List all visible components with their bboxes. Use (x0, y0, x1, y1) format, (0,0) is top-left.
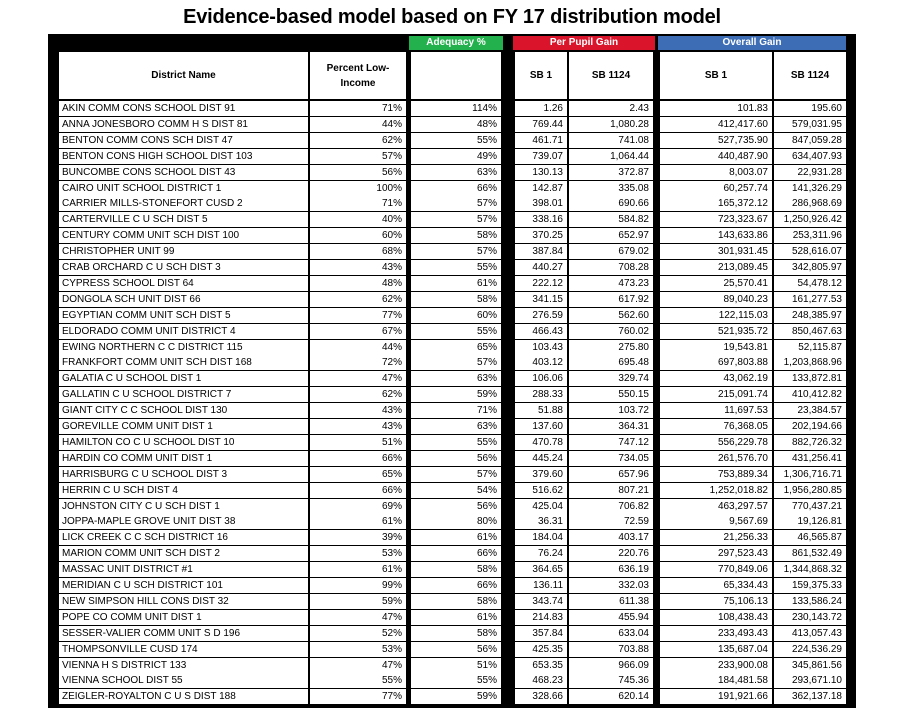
district-name-header: District Name (59, 52, 308, 99)
ppg-sb1124-cell: 747.12 (569, 435, 653, 450)
ppg-sb1-cell: 130.13 (515, 165, 567, 180)
og-sb1-cell: 21,256.33 (660, 530, 772, 545)
og-sb1124-cell: 286,968.69 (774, 196, 846, 211)
ppg-sb1124-cell: 807.21 (569, 483, 653, 498)
og-sb1124-cell: 133,586.24 (774, 594, 846, 609)
district-name-cell: GIANT CITY C C SCHOOL DIST 130 (59, 403, 308, 418)
adequacy-cell: 57% (411, 212, 501, 227)
og-sb1124-cell: 770,437.21 (774, 499, 846, 514)
og-sb1124-cell: 345,861.56 (774, 658, 846, 673)
ppg-sb1-cell: 36.31 (515, 514, 567, 529)
og-sb1-cell: 556,229.78 (660, 435, 772, 450)
adequacy-cell: 59% (411, 387, 501, 402)
district-name-cell: ZEIGLER-ROYALTON C U S DIST 188 (59, 689, 308, 704)
percent-low-income-cell: 61% (310, 514, 406, 529)
og-sb1-cell: 233,900.08 (660, 658, 772, 673)
percent-low-income-cell: 39% (310, 530, 406, 545)
og-sb1-cell: 89,040.23 (660, 292, 772, 307)
og-sb1-cell: 191,921.66 (660, 689, 772, 704)
og-sb1124-cell: 410,412.82 (774, 387, 846, 402)
og-sb1124-cell: 528,616.07 (774, 244, 846, 259)
district-name-cell: GALLATIN C U SCHOOL DISTRICT 7 (59, 387, 308, 402)
ppg-sb1-cell: 425.04 (515, 499, 567, 514)
og-sb1-cell: 1,252,018.82 (660, 483, 772, 498)
og-sb1-cell: 9,567.69 (660, 514, 772, 529)
og-sb1124-cell: 202,194.66 (774, 419, 846, 434)
percent-low-income-cell: 65% (310, 467, 406, 482)
ppg-sb1124-cell: 679.02 (569, 244, 653, 259)
percent-low-income-cell: 72% (310, 355, 406, 370)
ppg-sb1-cell: 288.33 (515, 387, 567, 402)
district-name-cell: HERRIN C U SCH DIST 4 (59, 483, 308, 498)
og-sb1-cell: 463,297.57 (660, 499, 772, 514)
og-sb1-cell: 233,493.43 (660, 626, 772, 641)
og-sb1124-cell: 1,250,926.42 (774, 212, 846, 227)
district-name-cell: CYPRESS SCHOOL DIST 64 (59, 276, 308, 291)
og-sb1-cell: 135,687.04 (660, 642, 772, 657)
ppg-sb1124-cell: 703.88 (569, 642, 653, 657)
og-sb1124-cell: 133,872.81 (774, 371, 846, 386)
og-sb1124-cell: 882,726.32 (774, 435, 846, 450)
og-sb1-cell: 122,115.03 (660, 308, 772, 323)
adequacy-header (411, 52, 501, 99)
og-sb1124-cell: 19,126.81 (774, 514, 846, 529)
og-sb1-cell: 697,803.88 (660, 355, 772, 370)
percent-low-income-cell: 69% (310, 499, 406, 514)
ppg-sb1124-cell: 1,064.44 (569, 149, 653, 164)
percent-low-income-cell: 62% (310, 387, 406, 402)
ppg-sb1124-cell: 966.09 (569, 658, 653, 673)
adequacy-cell: 66% (411, 546, 501, 561)
ppg-sb1-cell: 364.65 (515, 562, 567, 577)
ppg-sb1-header: SB 1 (515, 52, 567, 99)
og-sb1124-cell: 413,057.43 (774, 626, 846, 641)
percent-low-income-cell: 77% (310, 689, 406, 704)
district-name-cell: SESSER-VALIER COMM UNIT S D 196 (59, 626, 308, 641)
og-sb1-cell: 75,106.13 (660, 594, 772, 609)
percent-low-income-cell: 77% (310, 308, 406, 323)
percent-low-income-cell: 68% (310, 244, 406, 259)
percent-low-income-cell: 59% (310, 594, 406, 609)
adequacy-cell: 54% (411, 483, 501, 498)
ppg-sb1-cell: 653.35 (515, 658, 567, 673)
ppg-sb1124-cell: 657.96 (569, 467, 653, 482)
percent-low-income-cell: 40% (310, 212, 406, 227)
og-sb1124-cell: 342,805.97 (774, 260, 846, 275)
ppg-sb1-cell: 739.07 (515, 149, 567, 164)
district-name-cell: HARDIN CO COMM UNIT DIST 1 (59, 451, 308, 466)
percent-low-income-cell: 99% (310, 578, 406, 593)
district-name-cell: CHRISTOPHER UNIT 99 (59, 244, 308, 259)
district-name-cell: MASSAC UNIT DISTRICT #1 (59, 562, 308, 577)
percent-low-income-cell: 62% (310, 292, 406, 307)
ppg-sb1124-cell: 690.66 (569, 196, 653, 211)
og-sb1-cell: 770,849.06 (660, 562, 772, 577)
og-sb1-cell: 143,633.86 (660, 228, 772, 243)
ppg-sb1124-cell: 734.05 (569, 451, 653, 466)
adequacy-cell: 61% (411, 610, 501, 625)
ppg-sb1124-cell: 706.82 (569, 499, 653, 514)
adequacy-cell: 56% (411, 642, 501, 657)
ppg-sb1-cell: 468.23 (515, 673, 567, 688)
ppg-sb1-cell: 379.60 (515, 467, 567, 482)
district-name-cell: JOHNSTON CITY C U SCH DIST 1 (59, 499, 308, 514)
ppg-sb1-cell: 403.12 (515, 355, 567, 370)
og-sb1124-cell: 431,256.41 (774, 451, 846, 466)
district-name-cell: FRANKFORT COMM UNIT SCH DIST 168 (59, 355, 308, 370)
percent-low-income-cell: 43% (310, 419, 406, 434)
adequacy-cell: 57% (411, 355, 501, 370)
ppg-sb1124-cell: 329.74 (569, 371, 653, 386)
og-sb1124-cell: 1,344,868.32 (774, 562, 846, 577)
adequacy-cell: 58% (411, 594, 501, 609)
adequacy-cell: 57% (411, 244, 501, 259)
percent-low-income-cell: 53% (310, 642, 406, 657)
ppg-sb1-cell: 341.15 (515, 292, 567, 307)
adequacy-cell: 58% (411, 626, 501, 641)
ppg-sb1124-cell: 335.08 (569, 181, 653, 196)
og-sb1124-cell: 159,375.33 (774, 578, 846, 593)
og-sb1-cell: 412,417.60 (660, 117, 772, 132)
og-sb1124-cell: 23,384.57 (774, 403, 846, 418)
ppg-sb1-cell: 137.60 (515, 419, 567, 434)
og-sb1-cell: 215,091.74 (660, 387, 772, 402)
adequacy-cell: 61% (411, 276, 501, 291)
ppg-sb1-cell: 106.06 (515, 371, 567, 386)
percent-low-income-cell: 57% (310, 149, 406, 164)
ppg-sb1-cell: 470.78 (515, 435, 567, 450)
ppg-sb1-cell: 425.35 (515, 642, 567, 657)
district-name-cell: BUNCOMBE CONS SCHOOL DIST 43 (59, 165, 308, 180)
ppg-sb1-cell: 466.43 (515, 324, 567, 339)
ppg-sb1124-cell: 550.15 (569, 387, 653, 402)
percent-low-income-cell: 47% (310, 658, 406, 673)
district-name-cell: MARION COMM UNIT SCH DIST 2 (59, 546, 308, 561)
adequacy-cell: 57% (411, 196, 501, 211)
adequacy-cell: 59% (411, 689, 501, 704)
og-sb1124-cell: 248,385.97 (774, 308, 846, 323)
percent-low-income-cell: 47% (310, 371, 406, 386)
og-sb1-cell: 184,481.58 (660, 673, 772, 688)
district-name-cell: BENTON COMM CONS SCH DIST 47 (59, 133, 308, 148)
og-sb1124-cell: 362,137.18 (774, 689, 846, 704)
og-sb1124-cell: 861,532.49 (774, 546, 846, 561)
district-name-cell: CAIRO UNIT SCHOOL DISTRICT 1 (59, 181, 308, 196)
percent-low-income-cell: 51% (310, 435, 406, 450)
og-sb1-cell: 8,003.07 (660, 165, 772, 180)
adequacy-cell: 58% (411, 228, 501, 243)
adequacy-cell: 66% (411, 578, 501, 593)
adequacy-cell: 114% (411, 101, 501, 116)
og-sb1124-cell: 141,326.29 (774, 181, 846, 196)
ppg-sb1124-cell: 403.17 (569, 530, 653, 545)
adequacy-cell: 55% (411, 673, 501, 688)
og-sb1-cell: 60,257.74 (660, 181, 772, 196)
og-sb1-cell: 11,697.53 (660, 403, 772, 418)
district-name-cell: CRAB ORCHARD C U SCH DIST 3 (59, 260, 308, 275)
ppg-sb1124-cell: 745.36 (569, 673, 653, 688)
ppg-sb1124-header: SB 1124 (569, 52, 653, 99)
percent-low-income-cell: 62% (310, 133, 406, 148)
adequacy-cell: 51% (411, 658, 501, 673)
og-sb1-cell: 108,438.43 (660, 610, 772, 625)
og-sb1-cell: 527,735.90 (660, 133, 772, 148)
og-sb1124-cell: 195.60 (774, 101, 846, 116)
adequacy-cell: 56% (411, 451, 501, 466)
ppg-sb1-cell: 103.43 (515, 340, 567, 355)
og-sb1-cell: 76,368.05 (660, 419, 772, 434)
adequacy-cell: 63% (411, 165, 501, 180)
ppg-sb1124-cell: 1,080.28 (569, 117, 653, 132)
ppg-sb1-cell: 222.12 (515, 276, 567, 291)
ppg-sb1124-cell: 708.28 (569, 260, 653, 275)
ppg-sb1-cell: 445.24 (515, 451, 567, 466)
district-name-cell: HARRISBURG C U SCHOOL DIST 3 (59, 467, 308, 482)
ppg-sb1-cell: 387.84 (515, 244, 567, 259)
percent-low-income-cell: 66% (310, 483, 406, 498)
district-name-cell: ANNA JONESBORO COMM H S DIST 81 (59, 117, 308, 132)
og-sb1124-cell: 161,277.53 (774, 292, 846, 307)
og-sb1-cell: 65,334.43 (660, 578, 772, 593)
og-sb1-cell: 43,062.19 (660, 371, 772, 386)
percent-low-income-cell: 66% (310, 451, 406, 466)
ppg-sb1124-cell: 275.80 (569, 340, 653, 355)
ppg-sb1-cell: 214.83 (515, 610, 567, 625)
og-sb1-cell: 723,323.67 (660, 212, 772, 227)
og-sb1-cell: 440,487.90 (660, 149, 772, 164)
district-name-cell: EGYPTIAN COMM UNIT SCH DIST 5 (59, 308, 308, 323)
ppg-sb1124-cell: 72.59 (569, 514, 653, 529)
district-name-cell: MERIDIAN C U SCH DISTRICT 101 (59, 578, 308, 593)
adequacy-cell: 49% (411, 149, 501, 164)
district-name-cell: CARTERVILLE C U SCH DIST 5 (59, 212, 308, 227)
ppg-sb1-cell: 338.16 (515, 212, 567, 227)
percent-low-income-cell: 47% (310, 610, 406, 625)
og-sb1124-cell: 46,565.87 (774, 530, 846, 545)
adequacy-cell: 58% (411, 292, 501, 307)
ppg-sb1124-cell: 584.82 (569, 212, 653, 227)
adequacy-cell: 56% (411, 499, 501, 514)
adequacy-cell: 66% (411, 181, 501, 196)
percent-low-income-cell: 100% (310, 181, 406, 196)
ppg-sb1124-cell: 364.31 (569, 419, 653, 434)
og-sb1-cell: 25,570.41 (660, 276, 772, 291)
ppg-sb1-cell: 51.88 (515, 403, 567, 418)
ppg-sb1-cell: 357.84 (515, 626, 567, 641)
percent-low-income-cell: 55% (310, 673, 406, 688)
percent-low-income-cell: 61% (310, 562, 406, 577)
og-sb1124-cell: 230,143.72 (774, 610, 846, 625)
percent-low-income-cell: 43% (310, 403, 406, 418)
og-sb1124-cell: 293,671.10 (774, 673, 846, 688)
adequacy-cell: 60% (411, 308, 501, 323)
adequacy-cell: 63% (411, 371, 501, 386)
adequacy-cell: 61% (411, 530, 501, 545)
ppg-sb1124-cell: 760.02 (569, 324, 653, 339)
district-name-cell: POPE CO COMM UNIT DIST 1 (59, 610, 308, 625)
adequacy-cell: 57% (411, 467, 501, 482)
overall-gain-category-header: Overall Gain (658, 36, 846, 50)
og-sb1-cell: 261,576.70 (660, 451, 772, 466)
percent-low-income-cell: 71% (310, 101, 406, 116)
district-name-cell: HAMILTON CO C U SCHOOL DIST 10 (59, 435, 308, 450)
district-name-cell: DONGOLA SCH UNIT DIST 66 (59, 292, 308, 307)
ppg-sb1-cell: 76.24 (515, 546, 567, 561)
adequacy-cell: 65% (411, 340, 501, 355)
og-sb1-cell: 213,089.45 (660, 260, 772, 275)
og-sb1124-cell: 54,478.12 (774, 276, 846, 291)
og-sb1124-cell: 1,306,716.71 (774, 467, 846, 482)
og-sb1124-cell: 850,467.63 (774, 324, 846, 339)
ppg-sb1124-cell: 332.03 (569, 578, 653, 593)
og-sb1-cell: 101.83 (660, 101, 772, 116)
district-name-cell: THOMPSONVILLE CUSD 174 (59, 642, 308, 657)
ppg-sb1124-cell: 620.14 (569, 689, 653, 704)
ppg-sb1-cell: 328.66 (515, 689, 567, 704)
data-table (48, 34, 856, 708)
percent-low-income-cell: 43% (310, 260, 406, 275)
ppg-sb1124-cell: 636.19 (569, 562, 653, 577)
district-name-cell: LICK CREEK C C SCH DISTRICT 16 (59, 530, 308, 545)
adequacy-cell: 55% (411, 435, 501, 450)
adequacy-cell: 63% (411, 419, 501, 434)
og-sb1124-header: SB 1124 (774, 52, 846, 99)
ppg-sb1-cell: 516.62 (515, 483, 567, 498)
adequacy-cell: 55% (411, 260, 501, 275)
ppg-sb1-cell: 343.74 (515, 594, 567, 609)
adequacy-cell: 71% (411, 403, 501, 418)
percent-low-income-cell: 71% (310, 196, 406, 211)
ppg-sb1124-cell: 652.97 (569, 228, 653, 243)
per-pupil-gain-category-header: Per Pupil Gain (513, 36, 655, 50)
percent-low-income-cell: 60% (310, 228, 406, 243)
district-name-cell: VIENNA H S DISTRICT 133 (59, 658, 308, 673)
adequacy-cell: 58% (411, 562, 501, 577)
og-sb1124-cell: 22,931.28 (774, 165, 846, 180)
og-sb1-cell: 753,889.34 (660, 467, 772, 482)
ppg-sb1-cell: 370.25 (515, 228, 567, 243)
ppg-sb1124-cell: 103.72 (569, 403, 653, 418)
ppg-sb1-cell: 276.59 (515, 308, 567, 323)
og-sb1-cell: 19,543.81 (660, 340, 772, 355)
district-name-cell: CENTURY COMM UNIT SCH DIST 100 (59, 228, 308, 243)
ppg-sb1-cell: 440.27 (515, 260, 567, 275)
adequacy-cell: 48% (411, 117, 501, 132)
percent-low-income-cell: 56% (310, 165, 406, 180)
district-name-cell: GALATIA C U SCHOOL DIST 1 (59, 371, 308, 386)
ppg-sb1124-cell: 2.43 (569, 101, 653, 116)
og-sb1124-cell: 1,956,280.85 (774, 483, 846, 498)
ppg-sb1-cell: 1.26 (515, 101, 567, 116)
district-name-cell: VIENNA SCHOOL DIST 55 (59, 673, 308, 688)
district-name-cell: ELDORADO COMM UNIT DISTRICT 4 (59, 324, 308, 339)
page-title: Evidence-based model based on FY 17 distribution model (183, 6, 721, 28)
ppg-sb1124-cell: 611.38 (569, 594, 653, 609)
percent-low-income-cell: 67% (310, 324, 406, 339)
og-sb1124-cell: 847,059.28 (774, 133, 846, 148)
ppg-sb1124-cell: 562.60 (569, 308, 653, 323)
adequacy-cell: 55% (411, 324, 501, 339)
adequacy-category-header: Adequacy % (409, 36, 503, 50)
percent-low-income-cell: 53% (310, 546, 406, 561)
og-sb1-cell: 165,372.12 (660, 196, 772, 211)
district-name-cell: BENTON CONS HIGH SCHOOL DIST 103 (59, 149, 308, 164)
og-sb1124-cell: 224,536.29 (774, 642, 846, 657)
ppg-sb1-cell: 136.11 (515, 578, 567, 593)
percent-low-income-cell: 44% (310, 340, 406, 355)
og-sb1-cell: 521,935.72 (660, 324, 772, 339)
ppg-sb1-cell: 398.01 (515, 196, 567, 211)
adequacy-cell: 80% (411, 514, 501, 529)
district-name-cell: CARRIER MILLS-STONEFORT CUSD 2 (59, 196, 308, 211)
ppg-sb1124-cell: 372.87 (569, 165, 653, 180)
ppg-sb1-cell: 769.44 (515, 117, 567, 132)
ppg-sb1124-cell: 617.92 (569, 292, 653, 307)
district-name-cell: JOPPA-MAPLE GROVE UNIT DIST 38 (59, 514, 308, 529)
ppg-sb1124-cell: 220.76 (569, 546, 653, 561)
ppg-sb1124-cell: 695.48 (569, 355, 653, 370)
percent-low-income-header: Percent Low-Income (310, 52, 406, 99)
percent-low-income-cell: 48% (310, 276, 406, 291)
og-sb1-header: SB 1 (660, 52, 772, 99)
og-sb1124-cell: 1,203,868.96 (774, 355, 846, 370)
adequacy-cell: 55% (411, 133, 501, 148)
ppg-sb1124-cell: 741.08 (569, 133, 653, 148)
percent-low-income-cell: 52% (310, 626, 406, 641)
ppg-sb1-cell: 461.71 (515, 133, 567, 148)
ppg-sb1-cell: 184.04 (515, 530, 567, 545)
district-name-cell: NEW SIMPSON HILL CONS DIST 32 (59, 594, 308, 609)
og-sb1-cell: 301,931.45 (660, 244, 772, 259)
og-sb1124-cell: 253,311.96 (774, 228, 846, 243)
og-sb1124-cell: 634,407.93 (774, 149, 846, 164)
ppg-sb1-cell: 142.87 (515, 181, 567, 196)
ppg-sb1124-cell: 633.04 (569, 626, 653, 641)
district-name-cell: AKIN COMM CONS SCHOOL DIST 91 (59, 101, 308, 116)
og-sb1124-cell: 579,031.95 (774, 117, 846, 132)
ppg-sb1124-cell: 455.94 (569, 610, 653, 625)
district-name-cell: EWING NORTHERN C C DISTRICT 115 (59, 340, 308, 355)
og-sb1-cell: 297,523.43 (660, 546, 772, 561)
ppg-sb1124-cell: 473.23 (569, 276, 653, 291)
district-name-cell: GOREVILLE COMM UNIT DIST 1 (59, 419, 308, 434)
percent-low-income-cell: 44% (310, 117, 406, 132)
og-sb1124-cell: 52,115.87 (774, 340, 846, 355)
